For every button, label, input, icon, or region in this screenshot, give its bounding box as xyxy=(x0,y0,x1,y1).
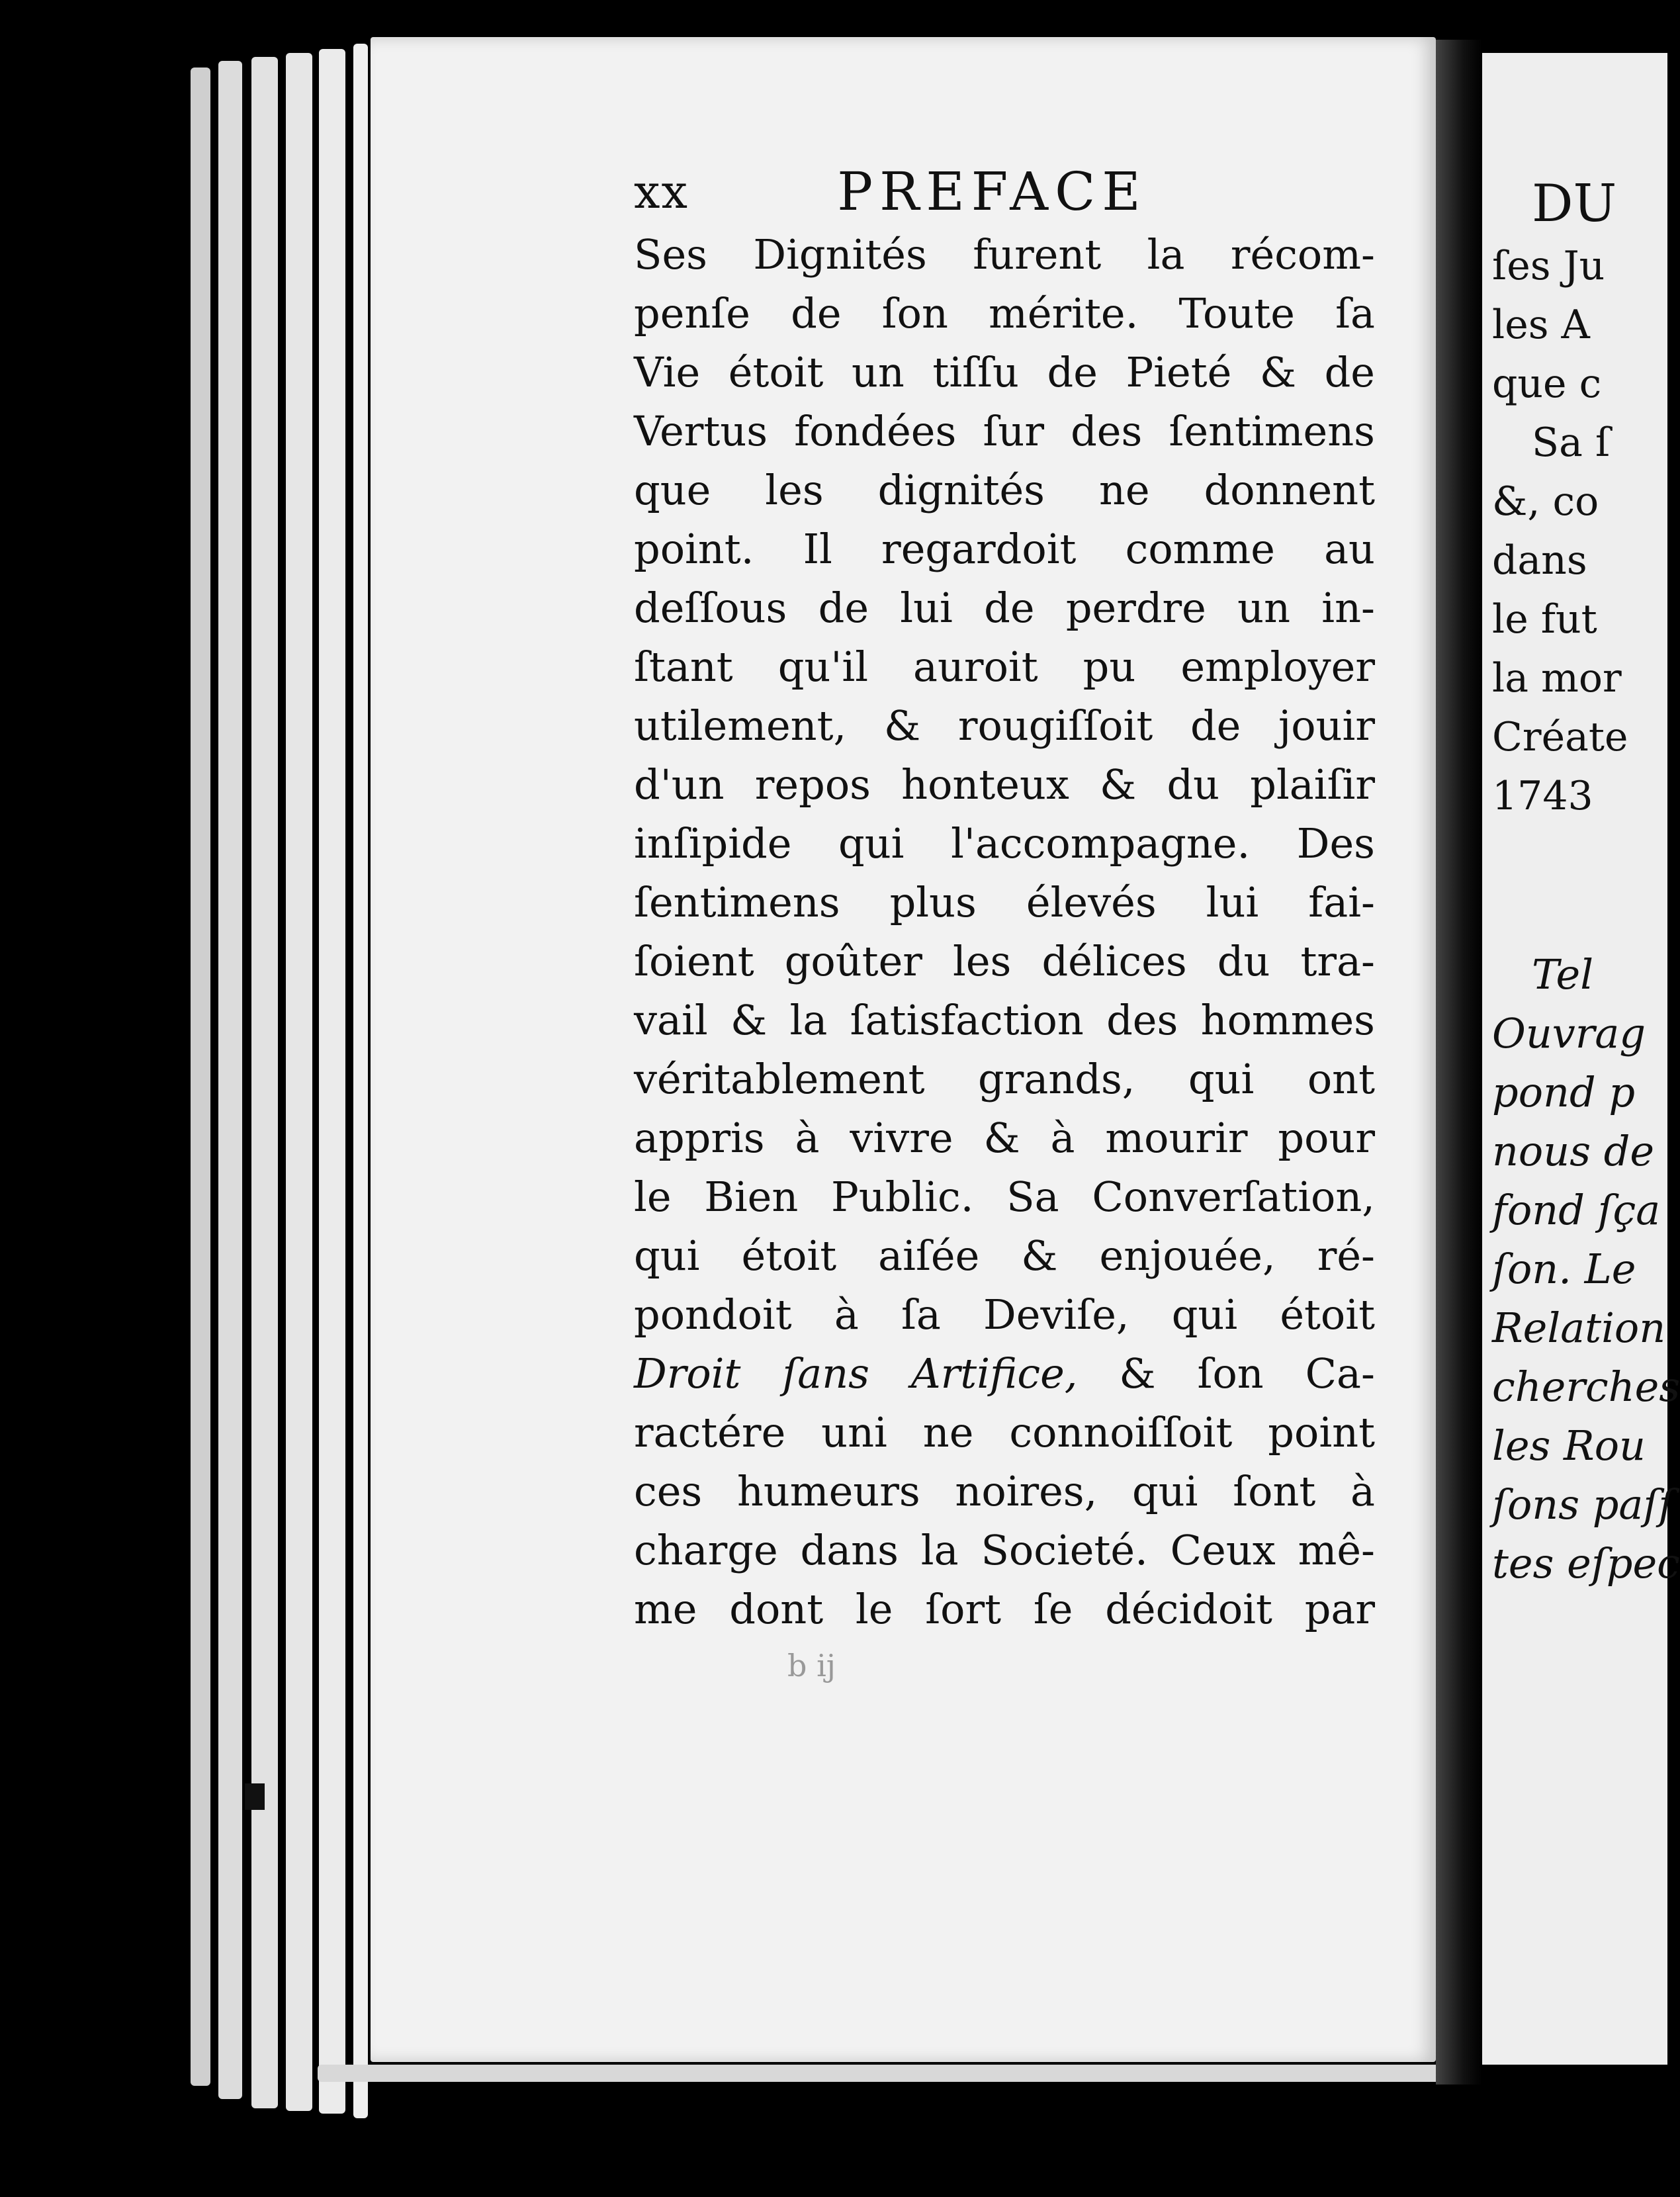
text-line: d'un repos honteux & du plaiſir xyxy=(634,760,1375,809)
right-italic-line: Tel xyxy=(1532,950,1594,999)
right-italic-line: pond p xyxy=(1492,1068,1636,1116)
right-text-line: le fut xyxy=(1492,596,1597,643)
text-line: qui étoit aiſée & enjouée, ré- xyxy=(634,1232,1375,1280)
right-italic-line: tes eſpec xyxy=(1492,1539,1680,1588)
text-line: penſe de ſon mérite. Toute ſa xyxy=(634,289,1375,337)
right-italic-line: fond ſça xyxy=(1492,1186,1661,1234)
text-line: ſoient goûter les délices du tra- xyxy=(634,937,1375,985)
right-italic-line: ſons paſſ xyxy=(1492,1480,1674,1529)
right-text-line: Créate xyxy=(1492,714,1628,760)
text-line: ſtant qu'il auroit pu employer xyxy=(634,643,1375,691)
text-line: que les dignités ne donnent xyxy=(634,466,1375,514)
page-edge xyxy=(286,53,312,2111)
text-line: inſipide qui l'accompagne. Des xyxy=(634,819,1375,868)
text-line: vail & la ſatisfaction des hommes xyxy=(634,996,1375,1044)
left-page-text xyxy=(634,159,1375,1638)
right-text-line: la mor xyxy=(1492,655,1622,701)
text-line: ces humeurs noires, qui ſont à xyxy=(634,1467,1375,1515)
text-line: me dont le ſort ſe décidoit par xyxy=(634,1585,1375,1633)
text-line: charge dans la Societé. Ceux mê- xyxy=(634,1526,1375,1574)
page-edge xyxy=(319,49,345,2114)
right-italic-line: Relation xyxy=(1492,1304,1666,1352)
right-italic-line: Ouvrag xyxy=(1492,1009,1646,1057)
right-text-line: &, co xyxy=(1492,478,1599,525)
text-line: deſſous de lui de perdre un in- xyxy=(634,584,1375,632)
text-line: ſentimens plus élevés lui fai- xyxy=(634,878,1375,926)
right-text-line: Sa ſ xyxy=(1532,420,1611,466)
right-running-head: DU xyxy=(1532,174,1617,234)
signature-mark: b ij xyxy=(787,1648,836,1683)
right-text-line: ſes Ju xyxy=(1492,243,1605,289)
text-line: ractére uni ne connoiſſoit point xyxy=(634,1408,1375,1457)
text-line: point. Il regardoit comme au xyxy=(634,525,1375,573)
right-italic-line: cherches xyxy=(1492,1363,1680,1411)
right-page-text xyxy=(1492,171,1680,1593)
text-line: appris à vivre & à mourir pour xyxy=(634,1114,1375,1162)
running-head-title: PREFACE xyxy=(837,161,1147,222)
page-edge xyxy=(218,61,242,2099)
text-line: Vie étoit un tiſſu de Pieté & de xyxy=(634,348,1375,396)
right-text-line: que c xyxy=(1492,361,1602,407)
page-edge xyxy=(353,44,368,2118)
text-line: Ses Dignités furent la récom- xyxy=(634,230,1375,279)
right-italic-line: ſon. Le xyxy=(1492,1245,1636,1293)
motto-line xyxy=(634,1344,1375,1403)
right-text-line: 1743 xyxy=(1492,773,1593,819)
right-italic-line: les Rou xyxy=(1492,1421,1646,1470)
text-line: véritablement grands, qui ont xyxy=(634,1055,1375,1103)
right-italic-line: nous de xyxy=(1492,1127,1655,1175)
text-line: utilement, & rougiſſoit de jouir xyxy=(634,701,1375,750)
motto-italic: Droit ſans Artifice, xyxy=(634,1349,1078,1398)
text-line: Vertus fondées ſur des ſentimens xyxy=(634,407,1375,455)
running-header xyxy=(634,159,1375,225)
text-line: le Bien Public. Sa Converſation, xyxy=(634,1173,1375,1221)
bottom-page-edge xyxy=(318,2065,1442,2082)
page-edge xyxy=(191,67,210,2086)
right-text-line: les A xyxy=(1492,302,1590,348)
text-line: pondoit à ſa Deviſe, qui étoit xyxy=(634,1290,1375,1339)
page-number: xx xyxy=(634,165,689,219)
right-text-line: dans xyxy=(1492,537,1587,584)
gutter-shadow xyxy=(1436,40,1482,2085)
motto-rest: & ſon Ca- xyxy=(1119,1349,1375,1398)
binding-mark xyxy=(245,1783,265,1810)
